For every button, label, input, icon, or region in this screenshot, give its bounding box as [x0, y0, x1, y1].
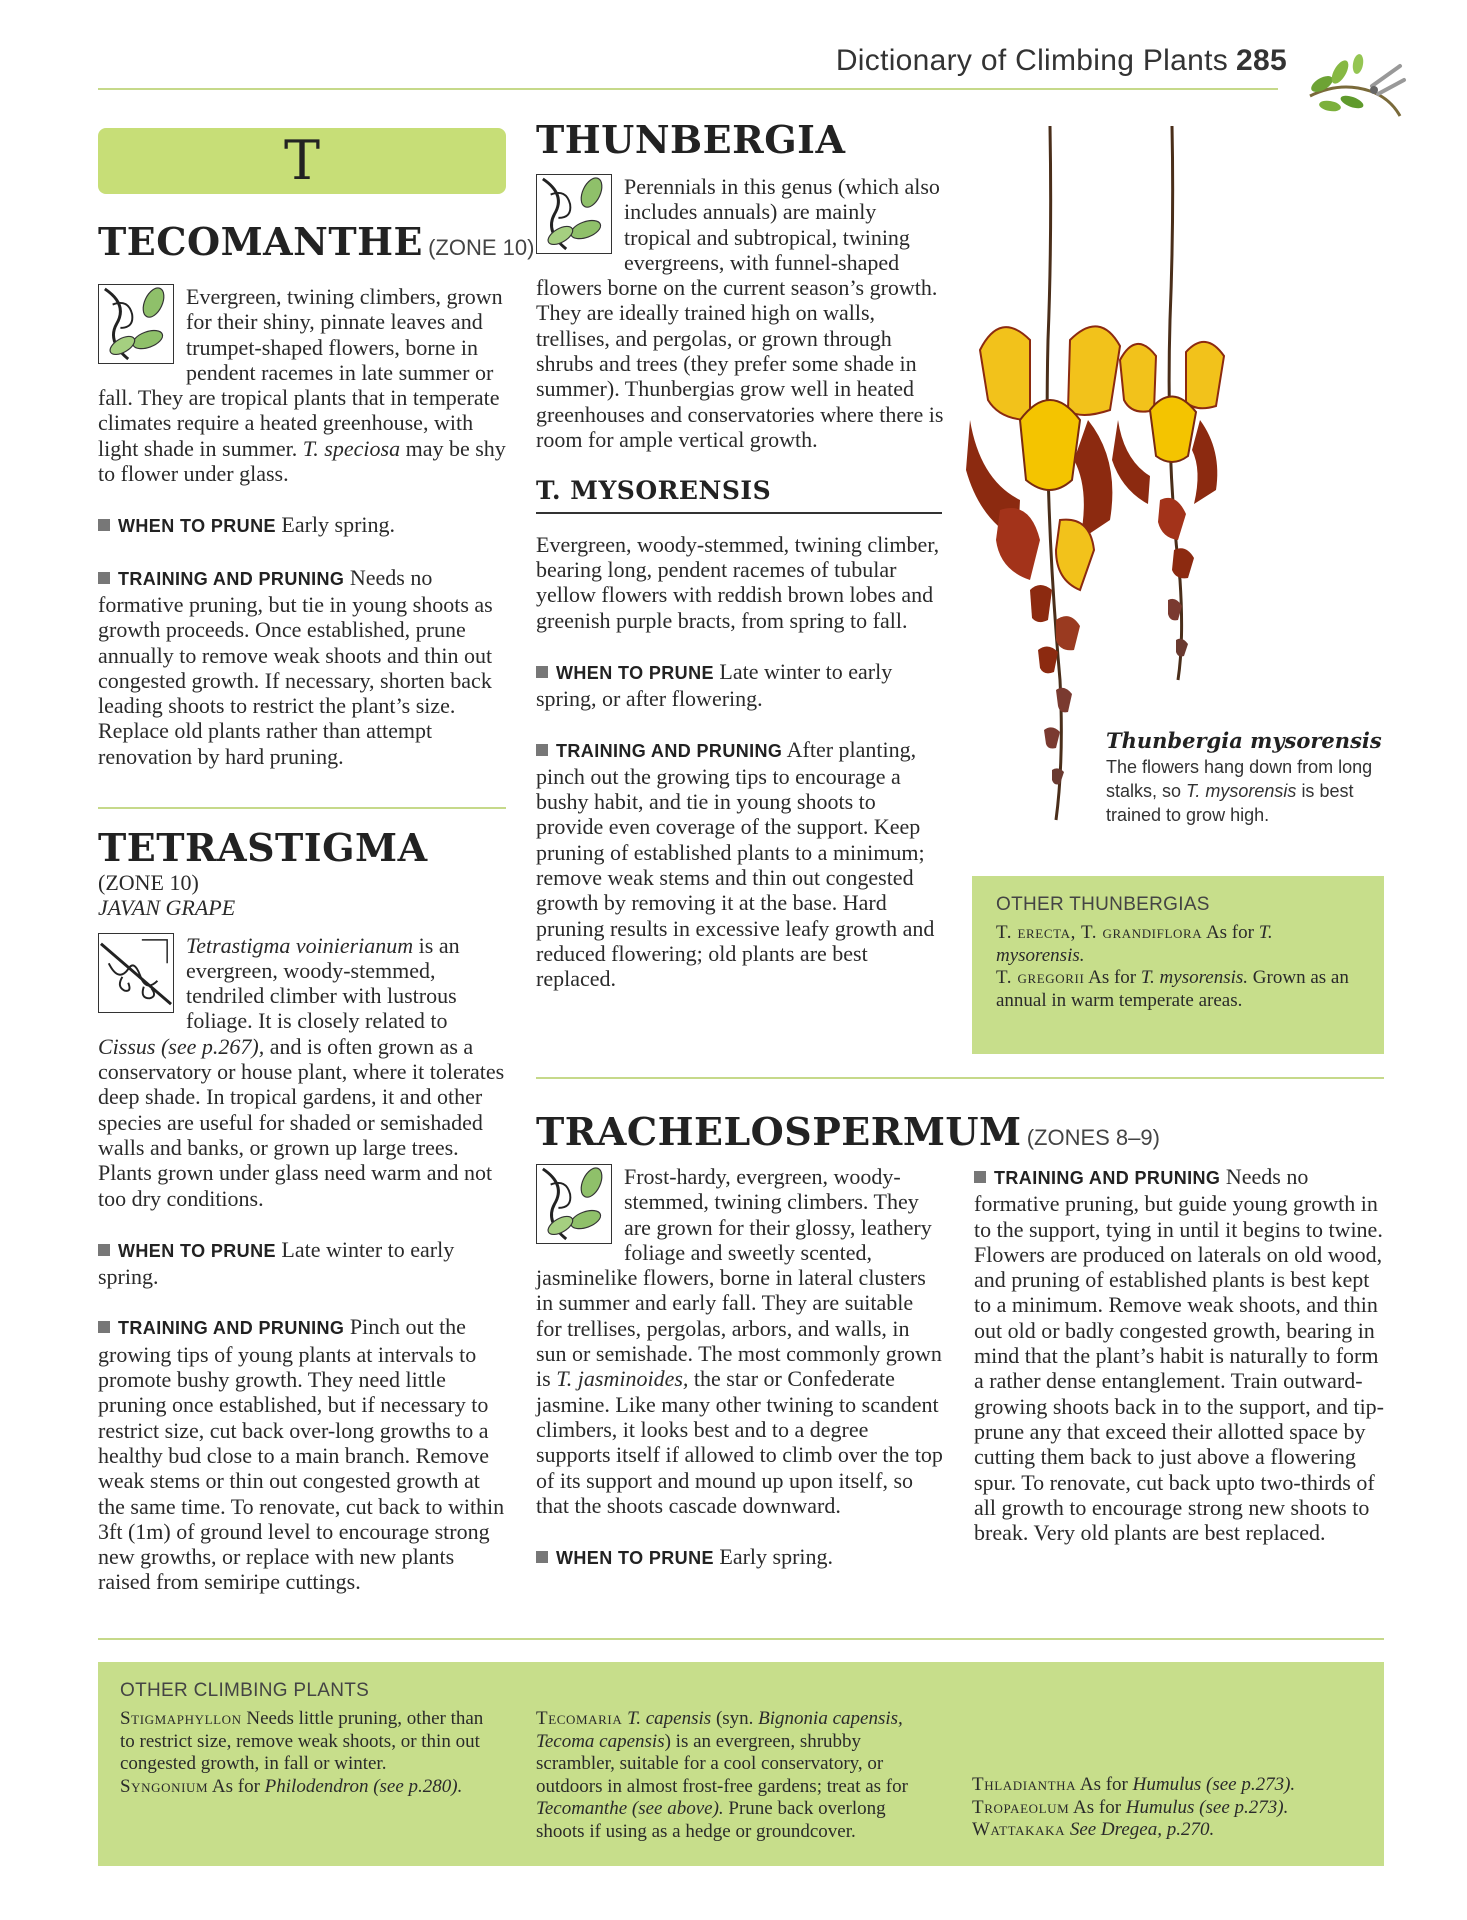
header-rule: [98, 88, 1278, 90]
photo-caption-title: Thunbergia mysorensis: [1106, 728, 1382, 753]
thladiantha-name: Thladiantha: [972, 1774, 1077, 1795]
running-head-title: Dictionary of Climbing Plants: [835, 44, 1229, 77]
other-thunbergias-box: [972, 876, 1384, 1054]
tetrastigma-train-label: TRAINING AND PRUNING: [118, 1318, 345, 1339]
tecomaria-italic1: T. capensis: [627, 1708, 712, 1729]
tetrastigma-lead-a: is an evergreen, woody-stemmed, tendriled climber with lustrous foliage. It is closely related to: [186, 932, 460, 1034]
tecomanthe-when-text: Early spring.: [281, 512, 396, 538]
other-thunbergias-entry2-name: T. gregorii: [996, 967, 1085, 988]
left-column-rule: [98, 807, 506, 809]
leaf-sprig-with-shears-icon: [1300, 36, 1410, 128]
tecomanthe-entry: [98, 219, 535, 769]
tecomaria-italic3: Tecomanthe (see above).: [536, 1798, 724, 1819]
tecomanthe-train-label: TRAINING AND PRUNING: [118, 568, 345, 589]
tetrastigma-lead-ref: Cissus (see p.267),: [98, 1033, 265, 1059]
tetrastigma-when-text: Late winter to early spring.: [98, 1236, 455, 1290]
other-thunbergias-entry1-text: As for: [1205, 922, 1254, 943]
photo-caption: [1106, 728, 1406, 827]
other-climbing-col2: [536, 1708, 936, 1843]
syngonium-italic: Philodendron (see p.280).: [264, 1775, 463, 1797]
other-thunbergias-entry1-italic: T. mysorensis.: [996, 922, 1273, 966]
thunbergia-train-label: TRAINING AND PRUNING: [556, 740, 783, 761]
syngonium-text: As for: [211, 1775, 260, 1797]
thunbergia-train-text: After planting, pinch out the growing tips to encourage a bushy habit, and tie in young shoots to provide even coverage of the support. Keep pruning of established plants to a minimum; remove weak stems and thin out congested growth by removing it at the base. Hard pruning results in excessive leafy growth and reduced flowering; old plants are best replaced.: [536, 736, 935, 992]
tetrastigma-heading: TETRASTIGMA: [98, 825, 428, 870]
section-letter-box: T: [98, 128, 506, 194]
thunbergia-when-text: Late winter to early spring, or after flowering.: [536, 658, 893, 712]
trachelospermum-when-text: Early spring.: [719, 1544, 834, 1570]
thladiantha-text: As for: [1079, 1774, 1128, 1795]
trachelospermum-lead-b: the star or Confederate jasmine. Like many other twining to scandent climbers, it looks best and to a degree supports itself if allowed to climb over the top of its support and mound up upon itself, so that the shoots cascade downward.: [536, 1366, 943, 1518]
wattakaka-name: Wattakaka: [972, 1819, 1066, 1840]
twining-climber-icon: [98, 284, 174, 364]
thunbergia-heading: THUNBERGIA: [536, 117, 846, 162]
trachelospermum-heading-row: [536, 1106, 1396, 1166]
tecomaria-text-c: Prune back overlong shoots if using as a hedge or groundcover.: [536, 1798, 886, 1842]
tetrastigma-train-text: Pinch out the growing tips of young plants at intervals to promote bushy growth. They need little pruning once established, but if necessary to restrict size, cut back over-long growths to a healthy bud close to a main branch. Remove weak stems or thin out congested growth at the same time. To renovate, cut back to within 3ft (1m) of ground level to encourage strong new growths, or replace with new plants raised from semiripe cuttings.: [98, 1314, 505, 1595]
twining-climber-icon: [536, 1164, 612, 1244]
tetrastigma-lead-italic: Tetrastigma voinierianum: [186, 932, 414, 958]
twining-climber-icon: [536, 174, 612, 254]
other-climbing-col3: [972, 1774, 1362, 1842]
trachelospermum-lead-italic: T. jasminoides,: [556, 1366, 689, 1392]
stigmaphyllon-text: Needs little pruning, other than to restrict size, remove weak shoots, or thin out congested growth, in fall or winter.: [120, 1708, 484, 1774]
other-thunbergias-entry2-italic: T. mysorensis.: [1140, 967, 1249, 988]
page-number: 285: [1236, 44, 1287, 77]
photo-caption-italic: T. mysorensis: [1186, 781, 1297, 801]
other-thunbergias-entry1-name: T. erecta, T. grandiflora: [996, 922, 1203, 943]
running-head: [836, 44, 1287, 78]
syngonium-name: Syngonium: [120, 1775, 209, 1797]
photo-caption-text-a: The flowers hang down from long stalks, so: [1106, 757, 1373, 801]
trachelospermum-zone: (ZONES 8–9): [1026, 1125, 1160, 1150]
stigmaphyllon-name: Stigmaphyllon: [120, 1708, 242, 1729]
tropaeolum-italic: Humulus (see p.273).: [1125, 1796, 1289, 1818]
trachelospermum-lead: [536, 1164, 944, 1571]
thunbergia-species-heading: T. MYSORENSIS: [536, 476, 772, 506]
tropaeolum-name: Tropaeolum: [972, 1796, 1070, 1818]
tecomanthe-lead-italic: T. speciosa: [302, 435, 401, 461]
other-thunbergias-heading: OTHER THUNBERGIAS: [996, 894, 1210, 915]
tetrastigma-lead-b: and is often grown as a conservatory or house plant, where it tolerates deep shade. In tropical gardens, it and other species are useful for shaded or semishaded walls and banks, or grown up large trees. Plants grown under glass need warm and not too dry conditions.: [98, 1033, 505, 1211]
trachelospermum-when-label: WHEN TO PRUNE: [556, 1548, 714, 1569]
bottom-rule: [98, 1638, 1384, 1640]
tetrastigma-when-label: WHEN TO PRUNE: [118, 1240, 276, 1261]
thunbergia-entry: [536, 118, 944, 992]
tecomanthe-train-text: Needs no formative pruning, but tie in young shoots as growth proceeds. Once established, prune annually to remove weak shoots and thin out congested growth. If necessary, shorten back leading shoots to restrict the plant’s size. Replace old plants rather than attempt renovation by hard pruning.: [98, 564, 493, 769]
other-climbing-plants-box: [98, 1662, 1384, 1866]
tendril-climber-icon: [98, 933, 174, 1013]
thunbergia-when-label: WHEN TO PRUNE: [556, 662, 714, 683]
tecomaria-text-a: (syn.: [715, 1708, 754, 1729]
tecomaria-text-b: ) is an evergreen, shrubby scrambler, suitable for a cool conservatory, or outdoors in almost frost-free gardens; treat as for: [536, 1730, 908, 1797]
tecomanthe-lead-b: may be shy to flower under glass.: [98, 435, 506, 487]
thunbergia-species-text: Evergreen, woody-stemmed, twining climber, bearing long, pendent racemes of tubular yellow flowers with reddish brown lobes and greenish purple bracts, from spring to fall.: [536, 531, 940, 633]
trachelospermum-heading: TRACHELOSPERMUM: [536, 1109, 1022, 1154]
tetrastigma-entry: [98, 826, 508, 1595]
trachelospermum-training: [974, 1164, 1386, 1545]
tecomanthe-heading: TECOMANTHE: [98, 219, 424, 264]
other-climbing-heading: OTHER CLIMBING PLANTS: [120, 1680, 370, 1701]
tetrastigma-zone: (ZONE 10): [98, 870, 199, 895]
tecomaria-italic2: Bignonia capensis, Tecoma capensis: [536, 1708, 903, 1752]
tecomanthe-lead-a: Evergreen, twining climbers, grown for their shiny, pinnate leaves and trumpet-shaped flowers, borne in pendent racemes in late summer or fall. They are tropical plants that in temperate climates require a heated greenhouse, with light shade in summer.: [98, 284, 503, 461]
other-thunbergias-entry2-text-a: As for: [1088, 967, 1137, 988]
tecomaria-name: Tecomaria: [536, 1708, 623, 1729]
other-climbing-col1: [120, 1708, 502, 1798]
middle-rule: [536, 1077, 1384, 1079]
wattakaka-italic: See Dregea, p.270.: [1069, 1819, 1215, 1840]
tecomanthe-zone: (ZONE 10): [428, 235, 535, 260]
trachelospermum-train-label: TRAINING AND PRUNING: [994, 1168, 1221, 1188]
trachelospermum-lead-a: Frost-hardy, evergreen, woody-stemmed, twining climbers. They are grown for their glossy, leathery foliage and sweetly scented, jasminelike flowers, borne in lateral clusters in summer and early fall. They are suitable for trellises, pergolas, arbors, and walls, in sun or semishade. The most commonly grown is: [536, 1164, 942, 1392]
species-rule: [536, 512, 942, 514]
tecomanthe-when-label: WHEN TO PRUNE: [118, 516, 276, 537]
thladiantha-italic: Humulus (see p.273).: [1132, 1774, 1296, 1795]
other-thunbergias-entry2-text-b: Grown as an annual in warm temperate areas.: [996, 967, 1349, 1011]
thunbergia-intro: Perennials in this genus (which also includes annuals) are mainly tropical and subtropical, twining evergreens, with funnel-shaped flowers borne on the current season’s growth. They are ideally trained high on walls, trellises, and pergolas, or grown through shrubs and trees (they prefer some shade in summer). Thunbergias grow well in heated greenhouses and conservatories where there is room for ample vertical growth.: [536, 174, 944, 452]
photo-caption-text-b: is best trained to grow high.: [1106, 781, 1354, 825]
tetrastigma-common-name: JAVAN GRAPE: [98, 895, 236, 921]
trachelospermum-train-text: Needs no formative pruning, but guide young growth in to the support, tying in until it begins to twine. Flowers are produced on laterals on old wood, and pruning of established plants is best kept to a minimum. Remove weak shoots, and thin out old or badly congested growth, bearing in mind that the plant’s habit is naturally to form a rather dense entanglement. Train outward-growing shoots back in to the support, and tip-prune any that exceed their allotted space by cutting them back to just above a flowering spur. To renovate, cut back upto two-thirds of all growth to encourage strong new shoots to break. Very old plants are best replaced.: [974, 1164, 1385, 1546]
tropaeolum-text: As for: [1073, 1796, 1122, 1818]
